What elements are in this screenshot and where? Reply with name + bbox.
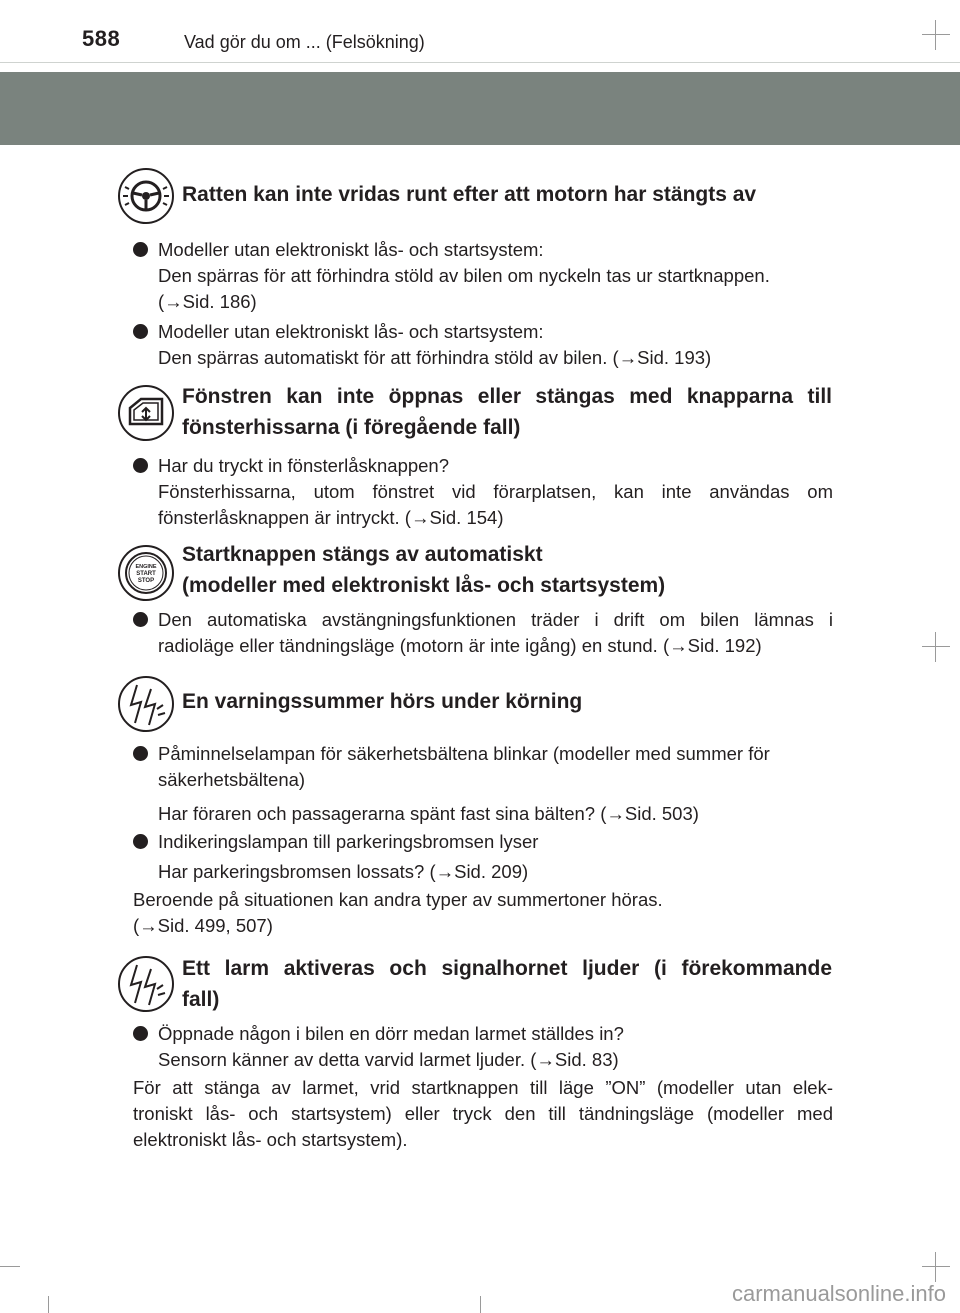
section-title-steering: Ratten kan inte vridas runt efter att motorn har stängts av [182,183,757,206]
crop-mark [0,1266,20,1267]
section-title-buzzer: En varningssummer hörs under körning [182,690,583,713]
section-title-alarm [182,953,832,1015]
chapter-title: Vad gör du om ... (Felsökning) [184,32,425,52]
section-title-windows [182,381,832,443]
title-line: Ett larm aktiveras och signalhornet ljuder (i förekommande [182,957,832,980]
alarm-icon [117,955,175,1013]
icon-label: ENGINE [135,564,157,570]
bullet-text: Påminnelselampan för säkerhetsbältena blinkar (modeller med summer för [158,743,770,764]
bullet-text: Den spärras automatiskt för att förhindra stöld av bilen. (→Sid. 193) [158,347,712,368]
note-line: elektroniskt lås- och startsystem). [133,1129,408,1150]
list-item [133,829,833,885]
steering-wheel-lock-icon [117,167,175,225]
bullet-text: fönsterlåsknappen är intryckt. (→Sid. 154) [158,507,504,528]
note-text [133,1075,833,1153]
bullet-followup: Har föraren och passagerarna spänt fast sina bälten? (→Sid. 503) [158,803,699,824]
list-item [133,453,833,531]
note-line: Beroende på situationen kan andra typer av summertoner höras. [133,889,663,910]
title-line: fönsterhissarna (i föregående fall) [182,416,521,439]
bullet-text: Den automatiska avstängningsfunktionen träder i drift om bilen lämnas i [158,609,833,630]
crop-mark [48,1296,49,1313]
bullet-dot [133,458,148,473]
section-title-start-button [182,539,832,601]
crop-mark [922,1266,950,1267]
bullet-text: Modeller utan elektroniskt lås- och startsystem: [158,321,544,342]
title-line: (modeller med elektroniskt lås- och startsystem) [182,574,666,597]
crop-mark [922,646,950,647]
crop-mark [480,1296,481,1313]
crop-mark [935,1252,936,1282]
icon-label: STOP [137,578,155,584]
bullet-text: Öppnade någon i bilen en dörr medan larmet ställdes in? [158,1023,624,1044]
crop-mark [922,34,950,35]
bullet-dot [133,1026,148,1041]
list-item [133,237,833,315]
title-line: Fönstren kan inte öppnas eller stängas med knapparna till [182,385,832,408]
note-line: För att stänga av larmet, vrid startknappen till läge ”ON” (modeller utan elek- [133,1077,833,1098]
bullet-followup: Har parkeringsbromsen lossats? (→Sid. 209) [158,861,529,882]
bullet-text: Den spärras för att förhindra stöld av bilen om nyckeln tas ur startknappen. [158,265,770,286]
icon-label: START [136,571,156,577]
list-item [133,741,833,827]
bullet-dot [133,612,148,627]
bullet-dot [133,834,148,849]
bullet-text: Har du tryckt in fönsterlåsknappen? [158,455,450,476]
crop-mark [935,20,936,50]
bullet-text: säkerhetsbältena) [158,769,306,790]
crop-mark [935,632,936,662]
header-band [0,72,960,145]
bullet-dot [133,324,148,339]
page-number: 588 [82,26,121,51]
page-reference: (→Sid. 186) [158,291,257,312]
bullet-text: Sensorn känner av detta varvid larmet ljuder. (→Sid. 83) [158,1049,619,1070]
bullet-text: Modeller utan elektroniskt lås- och startsystem: [158,239,544,260]
note-text [133,887,833,939]
list-item [133,319,833,371]
bullet-text: Fönsterhissarna, utom fönstret vid förarplatsen, kan inte användas om [158,481,833,502]
bullet-dot [133,746,148,761]
bullet-dot [133,242,148,257]
note-line: (→Sid. 499, 507) [133,915,273,936]
list-item [133,1021,833,1073]
title-line: Startknappen stängs av automatiskt [182,543,543,566]
window-switch-icon [117,384,175,442]
list-item [133,607,833,659]
bullet-text: Indikeringslampan till parkeringsbromsen lyser [158,831,539,852]
engine-start-stop-icon [117,544,175,602]
watermark: carmanualsonline.info [731,1281,946,1306]
title-line: fall) [182,988,220,1011]
note-line: troniskt lås- och startsystem) eller tryck den till tändningsläge (modeller med [133,1103,833,1124]
warning-buzzer-icon [117,675,175,733]
header-rule [0,62,960,63]
bullet-text: radioläge eller tändningsläge (motorn är inte igång) en stund. (→Sid. 192) [158,635,762,656]
